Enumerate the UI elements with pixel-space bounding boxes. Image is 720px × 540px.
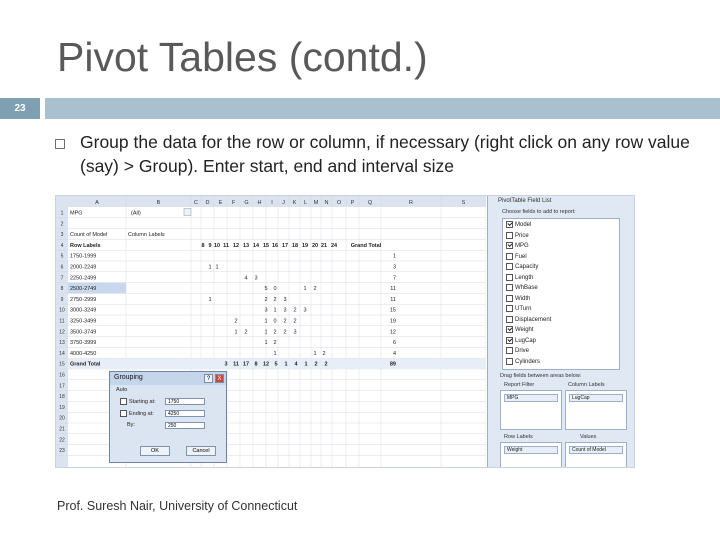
- row-number: 2: [60, 221, 64, 228]
- column-value-header: 16: [271, 242, 279, 249]
- column-header: K: [292, 200, 297, 206]
- row-label: 3500-3749: [70, 329, 97, 336]
- bullet-text: Group the data for the row or column, if necessary (right click on any row value (say) > Group). Enter start, end and interval size: [80, 132, 690, 176]
- row-labels-area-label: Row Labels: [504, 434, 533, 440]
- row-number: 8: [60, 286, 64, 293]
- row-number: 21: [59, 426, 65, 433]
- row-labels-header: Row Labels: [70, 242, 101, 249]
- field-checkbox[interactable]: [506, 337, 513, 344]
- values-area-label: Values: [580, 434, 597, 440]
- grand-total-label: Grand Total: [70, 361, 101, 368]
- column-value-header: 9: [208, 242, 212, 249]
- report-filter-label: Report Filter: [504, 382, 535, 388]
- pivot-value: 1: [234, 329, 238, 336]
- column-header: G: [244, 200, 249, 206]
- field-item[interactable]: [506, 305, 531, 312]
- column-header: M: [313, 200, 319, 206]
- row-total: 19: [389, 318, 396, 325]
- close-button[interactable]: X: [215, 374, 224, 383]
- field-checkbox[interactable]: [506, 347, 513, 354]
- grand-total-value: 3: [224, 361, 228, 368]
- field-list-title: PivotTable Field List: [498, 198, 552, 204]
- pivot-value: 3: [283, 296, 287, 303]
- column-labels-area[interactable]: [565, 390, 627, 430]
- field-checkbox[interactable]: [506, 242, 513, 249]
- starting-at-row[interactable]: [120, 398, 156, 405]
- column-value-header: 18: [291, 242, 299, 249]
- pivot-value: 2: [234, 318, 238, 325]
- field-label: Length: [515, 274, 534, 281]
- row-number: 17: [59, 383, 65, 390]
- column-value-header: 21: [320, 242, 328, 249]
- column-header: H: [257, 200, 262, 206]
- column-header: R: [409, 200, 413, 206]
- pivot-value: 1: [313, 350, 317, 357]
- column-value-header: 20: [311, 242, 319, 249]
- column-value-header: 13: [242, 242, 250, 249]
- row-total: 11: [390, 286, 396, 293]
- values-area[interactable]: [565, 442, 627, 468]
- field-item[interactable]: [506, 284, 538, 291]
- pivot-value: 1: [273, 350, 277, 357]
- field-checkbox[interactable]: [506, 263, 513, 270]
- field-item[interactable]: [506, 274, 533, 281]
- column-header: E: [218, 200, 223, 206]
- pivot-value: 2: [293, 318, 297, 325]
- row-number: 9: [60, 296, 64, 303]
- field-checkbox[interactable]: [506, 295, 513, 302]
- column-labels-area-label: Column Labels: [568, 382, 605, 388]
- slide-title: Pivot Tables (contd.): [57, 34, 428, 80]
- ending-at-label: Ending at:: [129, 410, 154, 417]
- field-item[interactable]: [506, 295, 530, 302]
- column-value-header: 15: [262, 242, 270, 249]
- cancel-button[interactable]: Cancel: [186, 446, 216, 456]
- pivot-value: 3: [283, 307, 287, 314]
- field-label: Drive: [515, 348, 530, 355]
- column-header: L: [303, 200, 308, 206]
- ok-button[interactable]: OK: [140, 446, 170, 456]
- pivot-value: 1: [208, 264, 212, 271]
- field-label: Displacement: [515, 316, 552, 323]
- field-item[interactable]: [506, 263, 538, 270]
- field-checkbox[interactable]: [506, 284, 513, 291]
- pivot-value: 4: [244, 275, 248, 282]
- report-filter-chip[interactable]: MPG: [504, 394, 558, 402]
- column-header: S: [461, 200, 466, 206]
- column-labels-chip[interactable]: LugCap: [569, 394, 623, 402]
- row-number: 23: [59, 448, 65, 455]
- row-number: 18: [59, 394, 65, 401]
- row-number: 11: [59, 318, 65, 325]
- row-total: 6: [392, 340, 396, 347]
- pivot-value: 0: [273, 286, 277, 293]
- field-checkbox[interactable]: [506, 358, 513, 365]
- auto-group-label: Auto: [116, 387, 128, 393]
- pivot-value: 2: [273, 340, 277, 347]
- field-checkbox[interactable]: [506, 305, 513, 312]
- row-label: 4000-4250: [70, 350, 97, 357]
- grand-total-value: 2: [324, 361, 328, 368]
- grand-total-header: Grand Total: [350, 242, 382, 249]
- row-number: 1: [60, 210, 64, 217]
- row-label: 2500-2749: [70, 286, 97, 293]
- column-value-header: 19: [301, 242, 309, 249]
- row-number: 10: [59, 307, 65, 314]
- pivot-value: 3: [254, 275, 258, 282]
- row-total: 12: [389, 329, 396, 336]
- column-header: N: [324, 200, 329, 206]
- grand-total-value: 1: [304, 361, 308, 368]
- grand-total-value: 11: [233, 361, 239, 368]
- title-divider-band: [45, 98, 720, 119]
- row-number: 15: [59, 361, 65, 368]
- row-number: 14: [59, 350, 65, 357]
- column-value-header: 12: [232, 242, 240, 249]
- ending-at-checkbox[interactable]: [120, 410, 127, 417]
- field-item[interactable]: [506, 232, 529, 239]
- field-list[interactable]: [502, 218, 620, 370]
- column-header: J: [282, 200, 285, 206]
- choose-fields-label: Choose fields to add to report:: [502, 209, 576, 215]
- field-label: Fuel: [515, 253, 527, 260]
- row-number: 3: [60, 232, 64, 239]
- filter-label: MPG: [70, 210, 83, 217]
- column-header: O: [336, 200, 342, 206]
- field-item[interactable]: [506, 253, 527, 260]
- field-checkbox[interactable]: [506, 316, 513, 323]
- column-header: F: [231, 200, 236, 206]
- values-chip[interactable]: Count of Model: [569, 446, 623, 454]
- help-button[interactable]: ?: [204, 374, 213, 383]
- pivot-value: 3: [264, 307, 268, 314]
- field-checkbox[interactable]: [506, 232, 513, 239]
- pivot-value: 2: [273, 329, 277, 336]
- column-header: I: [271, 200, 273, 206]
- grand-total-value: 1: [284, 361, 288, 368]
- row-number: 4: [60, 242, 64, 249]
- field-label: WhBase: [515, 285, 538, 292]
- grand-total-value: 8: [254, 361, 258, 368]
- pivot-value: 1: [273, 307, 277, 314]
- column-header: Q: [367, 200, 373, 206]
- field-label: Capacity: [515, 264, 539, 271]
- pivot-value: 2: [322, 350, 326, 357]
- field-label: Price: [515, 232, 529, 239]
- starting-at-input[interactable]: 1750: [165, 398, 205, 405]
- grand-total-sum: 89: [389, 361, 396, 368]
- row-number: 20: [59, 415, 65, 422]
- column-value-header: 14: [252, 242, 260, 249]
- grand-total-value: 17: [242, 361, 250, 368]
- by-label: By:: [127, 422, 135, 428]
- row-labels-area[interactable]: [500, 442, 562, 468]
- bullet-square-icon: [55, 139, 65, 149]
- row-label: 3250-3499: [70, 318, 97, 325]
- grouping-dialog-title: Grouping: [114, 374, 143, 381]
- pivot-value: 1: [264, 340, 268, 347]
- field-label: Weight: [515, 327, 534, 334]
- column-header: A: [95, 200, 99, 206]
- starting-at-checkbox[interactable]: [120, 398, 127, 405]
- row-total: 4: [392, 350, 396, 357]
- pivot-value: 3: [293, 329, 297, 336]
- pivot-value: 1: [264, 318, 268, 325]
- grand-total-value: 5: [274, 361, 278, 368]
- pivot-value: 2: [313, 286, 317, 293]
- slide-number: 23: [14, 103, 26, 114]
- excel-screenshot: [55, 195, 635, 468]
- pivot-value: 2: [273, 296, 277, 303]
- row-number: 19: [59, 404, 65, 411]
- grand-total-value: 4: [294, 361, 298, 368]
- column-header: P: [350, 200, 355, 206]
- by-input[interactable]: 250: [165, 422, 205, 429]
- footer-credit: Prof. Suresh Nair, University of Connecticut: [57, 499, 298, 513]
- ending-at-row[interactable]: [120, 410, 154, 417]
- field-checkbox[interactable]: [506, 253, 513, 260]
- column-value-header: 11: [223, 242, 229, 249]
- row-total: 1: [392, 253, 396, 260]
- row-number: 7: [60, 275, 64, 282]
- ending-at-input[interactable]: 4250: [165, 410, 205, 417]
- field-checkbox[interactable]: [506, 326, 513, 333]
- column-value-header: 8: [201, 242, 205, 249]
- column-header: D: [205, 200, 210, 206]
- pivot-value: 2: [264, 296, 268, 303]
- row-label: 3750-3999: [70, 340, 97, 347]
- row-total: 11: [390, 296, 396, 303]
- field-item[interactable]: [506, 347, 529, 354]
- pivot-value: 1: [215, 264, 219, 271]
- pivot-value: 5: [264, 286, 268, 293]
- row-number: 6: [60, 264, 64, 271]
- row-total: 15: [389, 307, 396, 314]
- field-label: Cylinders: [515, 358, 541, 365]
- row-number: 16: [59, 372, 65, 379]
- column-labels-header: Column Labels: [128, 232, 165, 239]
- corner-label: Count of Model: [70, 232, 108, 239]
- pivot-value: 1: [303, 286, 307, 293]
- row-labels-chip[interactable]: Weight: [504, 446, 558, 454]
- field-label: UTurn: [515, 306, 532, 313]
- field-item[interactable]: [506, 316, 551, 323]
- field-item[interactable]: [506, 221, 531, 228]
- row-number: 13: [59, 340, 65, 347]
- field-item[interactable]: [506, 358, 540, 365]
- field-list-panel: [487, 196, 635, 468]
- column-value-header: 10: [213, 242, 221, 249]
- pivot-value: 1: [208, 296, 212, 303]
- row-label: 2000-2249: [70, 264, 97, 271]
- row-label: 3000-3249: [70, 307, 97, 314]
- column-value-header: 24: [330, 242, 338, 249]
- row-total: 7: [392, 275, 396, 282]
- column-header: B: [156, 200, 161, 206]
- pivot-value: 2: [283, 329, 287, 336]
- row-number: 5: [60, 253, 64, 260]
- starting-at-label: Starting at:: [129, 398, 156, 405]
- column-value-header: 17: [281, 242, 289, 249]
- field-label: Model: [515, 222, 532, 229]
- field-label: MPG: [515, 243, 529, 250]
- field-item[interactable]: [506, 242, 529, 249]
- drag-fields-label: Drag fields between areas below:: [500, 373, 582, 379]
- filter-value: (All): [131, 210, 141, 217]
- pivot-value: 2: [244, 329, 248, 336]
- grand-total-value: 12: [262, 361, 270, 368]
- row-number: 12: [59, 329, 65, 336]
- grand-total-value: 2: [314, 361, 318, 368]
- field-checkbox[interactable]: [506, 274, 513, 281]
- column-header: C: [194, 200, 198, 206]
- row-total: 3: [392, 264, 396, 271]
- field-item[interactable]: [506, 326, 534, 333]
- report-filter-area[interactable]: [500, 390, 562, 430]
- pivot-value: 3: [303, 307, 307, 314]
- row-label: 2250-2499: [70, 275, 97, 282]
- field-label: LugCap: [515, 337, 537, 344]
- field-label: Width: [515, 295, 531, 302]
- grouping-dialog: [109, 371, 227, 463]
- pivot-value: 0: [273, 318, 277, 325]
- pivot-value: 2: [293, 307, 297, 314]
- field-item[interactable]: [506, 337, 536, 344]
- row-label: 2750-2999: [70, 296, 97, 303]
- pivot-value: 1: [264, 329, 268, 336]
- row-label: 1750-1999: [70, 253, 97, 260]
- filter-dropdown-button[interactable]: [184, 209, 191, 216]
- pivot-value: 2: [283, 318, 287, 325]
- row-number: 22: [59, 437, 65, 444]
- field-checkbox[interactable]: [506, 221, 513, 228]
